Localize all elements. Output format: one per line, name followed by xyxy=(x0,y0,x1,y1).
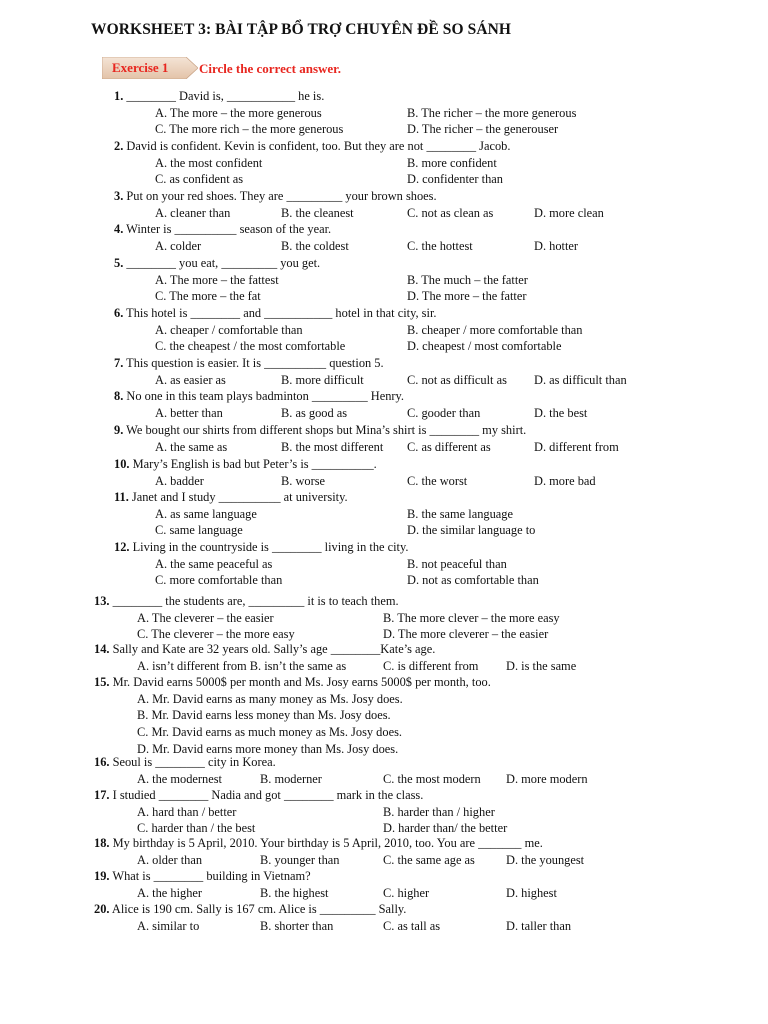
question-text: I studied ________ Nadia and got ________ mark in the class. xyxy=(109,788,424,802)
answer-option[interactable]: B. as good as xyxy=(281,405,348,420)
answer-option[interactable]: A. badder xyxy=(155,473,204,488)
answer-option[interactable]: C. The more rich – the more generous xyxy=(155,122,344,137)
answer-option[interactable]: B. shorter than xyxy=(260,918,334,933)
question-number: 15. xyxy=(94,675,110,689)
question-text: What is ________ building in Vietnam? xyxy=(109,869,311,883)
question-text: Mr. David earns 5000$ per month and Ms. Josy earns 5000$ per month, too. xyxy=(109,675,491,689)
question-stem xyxy=(114,189,437,204)
answer-option[interactable]: B. not peaceful than xyxy=(407,556,507,571)
answer-option[interactable]: D. cheapest / most comfortable xyxy=(407,339,562,354)
answer-option[interactable]: A. The more – the fattest xyxy=(155,272,279,287)
question-number: 4. xyxy=(114,222,124,236)
answer-option[interactable]: C. as confident as xyxy=(155,172,244,187)
answer-option[interactable]: C. The cleverer – the more easy xyxy=(137,627,295,642)
answer-option[interactable]: D. hotter xyxy=(534,238,579,253)
question-stem xyxy=(114,389,404,404)
question-stem xyxy=(94,642,435,657)
answer-option[interactable]: A. better than xyxy=(155,405,223,420)
answer-option[interactable]: B. the coldest xyxy=(281,238,349,253)
answer-option[interactable]: B. more confident xyxy=(407,155,497,170)
answer-option[interactable]: B. The richer – the more generous xyxy=(407,105,577,120)
answer-option[interactable]: C. Mr. David earns as much money as Ms. Josy does. xyxy=(137,725,402,740)
answer-option[interactable]: B. the most different xyxy=(281,439,384,454)
exercise-label: Exercise 1 xyxy=(112,60,169,75)
question-number: 16. xyxy=(94,755,110,769)
answer-option[interactable]: A. cheaper / comfortable than xyxy=(155,322,303,337)
question-text: David is confident. Kevin is confident, too. But they are not ________ Jacob. xyxy=(123,139,511,153)
answer-option[interactable]: D. as difficult than xyxy=(534,372,627,387)
exercise-instruction: Circle the correct answer. xyxy=(199,61,341,76)
question-stem xyxy=(94,594,399,609)
answer-option[interactable]: D. highest xyxy=(506,885,557,900)
question-stem xyxy=(114,139,510,154)
question-text: Alice is 190 cm. Sally is 167 cm. Alice is _________ Sally. xyxy=(109,902,407,916)
question-number: 5. xyxy=(114,256,124,270)
question-number: 17. xyxy=(94,788,110,802)
question-stem xyxy=(114,356,384,371)
question-number: 8. xyxy=(114,389,124,403)
question-number: 7. xyxy=(114,356,124,370)
answer-option[interactable]: D. more clean xyxy=(534,205,604,220)
answer-option[interactable]: D. more bad xyxy=(534,473,596,488)
answer-option[interactable]: D. the youngest xyxy=(506,852,585,867)
question-number: 2. xyxy=(114,139,124,153)
answer-option[interactable]: A. colder xyxy=(155,238,202,253)
question-stem xyxy=(114,540,409,555)
exercise-tag xyxy=(102,57,190,79)
answer-option[interactable]: A. the same peaceful as xyxy=(155,556,273,571)
worksheet-title: WORKSHEET 3: BÀI TẬP BỔ TRỢ CHUYÊN ĐỀ SO SÁNH xyxy=(91,21,512,38)
question-number: 20. xyxy=(94,902,110,916)
question-text: Sally and Kate are 32 years old. Sally’s age ________Kate’s age. xyxy=(109,642,436,656)
answer-option[interactable]: C. not as clean as xyxy=(407,205,494,220)
answer-option[interactable]: A. the modernest xyxy=(137,771,222,786)
question-text: Seoul is ________ city in Korea. xyxy=(109,755,276,769)
answer-option[interactable]: C. The more – the fat xyxy=(155,289,261,304)
answer-option[interactable]: C. as different as xyxy=(407,439,491,454)
answer-option[interactable]: B. The much – the fatter xyxy=(407,272,528,287)
question-text: ________ the students are, _________ it is to teach them. xyxy=(109,594,399,608)
question-stem xyxy=(114,490,348,505)
answer-option[interactable]: C. as tall as xyxy=(383,918,441,933)
question-number: 14. xyxy=(94,642,110,656)
answer-option[interactable]: C. not as difficult as xyxy=(407,372,507,387)
answer-option[interactable]: B. harder than / higher xyxy=(383,804,495,819)
answer-option[interactable]: D. taller than xyxy=(506,918,572,933)
answer-option[interactable]: C. harder than / the best xyxy=(137,821,256,836)
answer-option[interactable]: A. as easier as xyxy=(155,372,226,387)
question-text: ________ you eat, _________ you get. xyxy=(123,256,321,270)
question-stem xyxy=(94,836,543,851)
answer-option[interactable]: A. cleaner than xyxy=(155,205,231,220)
answer-option[interactable]: C. more comfortable than xyxy=(155,573,283,588)
question-number: 12. xyxy=(114,540,130,554)
answer-option[interactable]: A. The more – the more generous xyxy=(155,105,322,120)
question-number: 3. xyxy=(114,189,124,203)
question-text: Put on your red shoes. They are _________ your brown shoes. xyxy=(123,189,437,203)
answer-option[interactable]: C. gooder than xyxy=(407,405,481,420)
question-stem xyxy=(114,222,331,237)
question-text: ________ David is, ___________ he is. xyxy=(123,89,325,103)
answer-option[interactable]: C. the cheapest / the most comfortable xyxy=(155,339,346,354)
answer-option[interactable]: A. hard than / better xyxy=(137,804,237,819)
answer-option[interactable]: D. different from xyxy=(534,439,619,454)
question-number: 9. xyxy=(114,423,124,437)
answer-option[interactable]: A. Mr. David earns as many money as Ms. Josy does. xyxy=(137,691,403,706)
answer-option[interactable]: C. the hottest xyxy=(407,238,473,253)
answer-option[interactable]: A. The cleverer – the easier xyxy=(137,610,274,625)
question-text: Winter is __________ season of the year. xyxy=(123,222,332,236)
answer-option[interactable]: A. the same as xyxy=(155,439,228,454)
question-stem xyxy=(114,423,526,438)
answer-option[interactable]: A. the most confident xyxy=(155,155,263,170)
answer-option[interactable]: B. the cleanest xyxy=(281,205,354,220)
question-number: 1. xyxy=(114,89,124,103)
answer-option[interactable]: D. harder than/ the better xyxy=(383,821,508,836)
question-number: 13. xyxy=(94,594,110,608)
answer-option[interactable]: C. the worst xyxy=(407,473,468,488)
answer-option[interactable]: B. moderner xyxy=(260,771,322,786)
question-stem xyxy=(94,788,423,803)
answer-option[interactable]: D. is the same xyxy=(506,658,577,673)
question-number: 11. xyxy=(114,490,129,504)
answer-option[interactable]: D. The more – the fatter xyxy=(407,289,527,304)
question-number: 19. xyxy=(94,869,110,883)
question-text: My birthday is 5 April, 2010. Your birthday is 5 April, 2010, too. You are _______ me. xyxy=(109,836,543,850)
answer-option[interactable]: B. the same language xyxy=(407,506,513,521)
question-stem xyxy=(94,675,491,690)
answer-option[interactable]: A. older than xyxy=(137,852,203,867)
answer-option[interactable]: D. more modern xyxy=(506,771,588,786)
answer-option[interactable]: B. Mr. David earns less money than Ms. Josy does. xyxy=(137,708,391,723)
question-stem xyxy=(114,89,324,104)
question-text: No one in this team plays badminton _________ Henry. xyxy=(123,389,404,403)
answer-option[interactable]: C. same language xyxy=(155,523,243,538)
answer-option[interactable]: B. younger than xyxy=(260,852,340,867)
answer-option[interactable]: B. The more clever – the more easy xyxy=(383,610,560,625)
question-text: Mary’s English is bad but Peter’s is __________. xyxy=(129,457,377,471)
answer-option[interactable]: D. the best xyxy=(534,405,588,420)
question-stem xyxy=(94,869,311,884)
answer-option[interactable]: D. Mr. David earns more money than Ms. Josy does. xyxy=(137,741,399,756)
question-stem xyxy=(94,902,406,917)
answer-option[interactable]: D. confidenter than xyxy=(407,172,503,187)
answer-option[interactable]: B. cheaper / more comfortable than xyxy=(407,322,583,337)
answer-option[interactable]: C. is different from xyxy=(383,658,479,673)
question-text: Janet and I study __________ at university. xyxy=(128,490,348,504)
answer-option[interactable]: D. the similar language to xyxy=(407,523,536,538)
answer-option[interactable]: B. the highest xyxy=(260,885,329,900)
answer-option[interactable]: C. the same age as xyxy=(383,852,475,867)
answer-option[interactable]: C. the most modern xyxy=(383,771,481,786)
question-text: We bought our shirts from different shops but Mina’s shirt is ________ my shirt. xyxy=(123,423,527,437)
answer-option[interactable]: D. The more cleverer – the easier xyxy=(383,627,549,642)
question-stem xyxy=(114,306,437,321)
answer-option[interactable]: A. the higher xyxy=(137,885,203,900)
question-text: Living in the countryside is ________ living in the city. xyxy=(129,540,409,554)
answer-option[interactable]: D. The richer – the generouser xyxy=(407,122,559,137)
answer-option[interactable]: A. similar to xyxy=(137,918,200,933)
answer-option[interactable]: C. higher xyxy=(383,885,430,900)
answer-option[interactable]: B. more difficult xyxy=(281,372,364,387)
question-stem xyxy=(94,755,276,770)
question-stem xyxy=(114,457,377,472)
question-text: This question is easier. It is __________ question 5. xyxy=(123,356,384,370)
question-number: 6. xyxy=(114,306,124,320)
answer-option[interactable]: B. worse xyxy=(281,473,326,488)
question-text: This hotel is ________ and ___________ hotel in that city, sir. xyxy=(123,306,437,320)
answer-option[interactable]: A. as same language xyxy=(155,506,257,521)
answer-option[interactable]: D. not as comfortable than xyxy=(407,573,539,588)
question-number: 18. xyxy=(94,836,110,850)
question-number: 10. xyxy=(114,457,130,471)
question-stem xyxy=(114,256,320,271)
answer-option[interactable]: A. isn’t different from B. isn’t the same as xyxy=(137,658,347,673)
